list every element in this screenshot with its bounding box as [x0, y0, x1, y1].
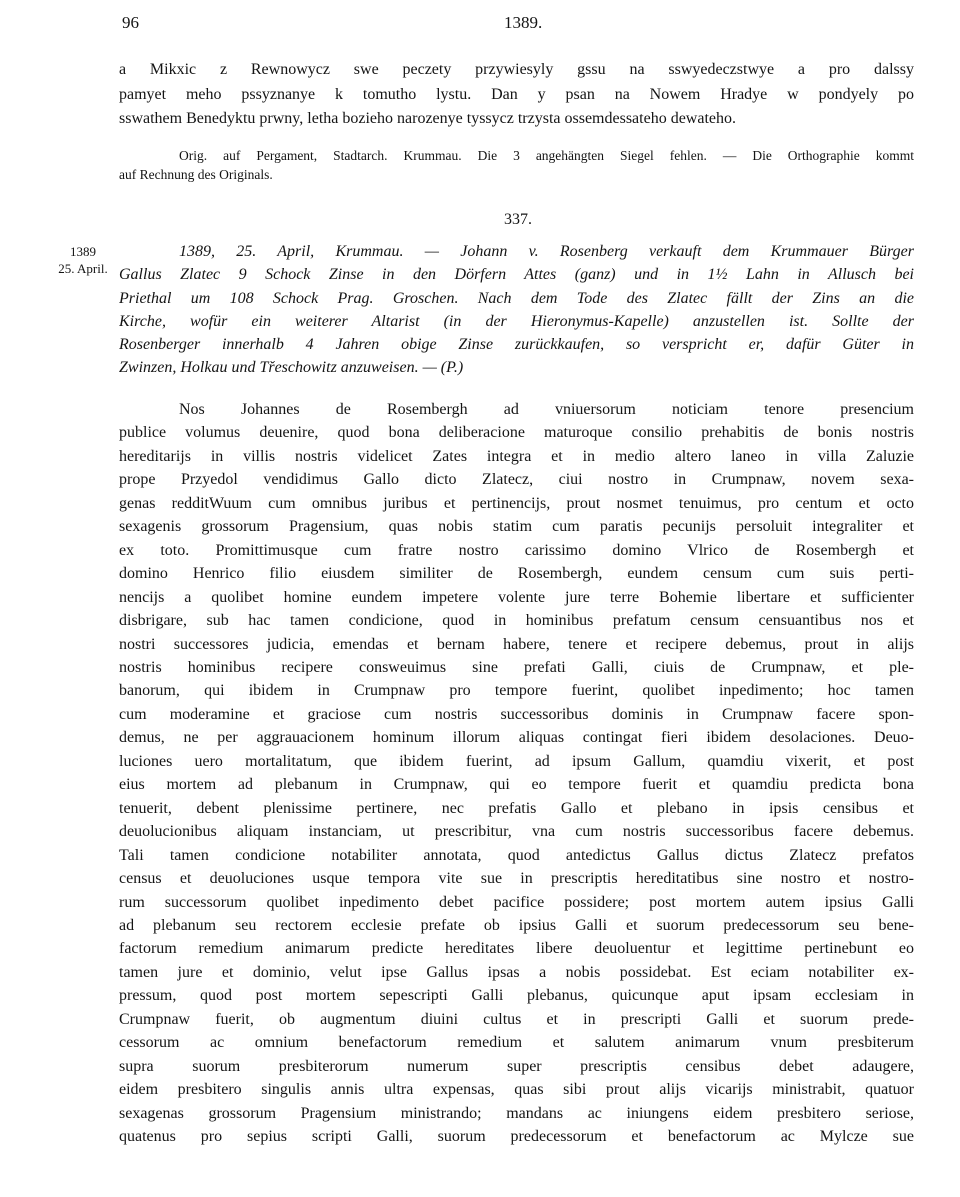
charter-line: prope Przyedol vendidimus Gallo dicto Zlatecz, ciui nostro in Crumpnaw, novem sexa- [119, 471, 914, 489]
charter-line: ad plebanum seu rectorem ecclesie prefate ob ipsius Galli et suorum predecessorum seu bene- [119, 916, 914, 934]
margin-year: 1389 [70, 244, 96, 259]
charter-line: luciones uero mortalitatum, que ibidem fuerint, ad ipsum Gallum, quamdiu vixerit, et post [119, 752, 914, 770]
charter-line: sexagenis grossorum Pragensium, quas nobis statim cum paratis pecunijs persoluit integraliter et [119, 518, 914, 536]
charter-line: cum moderamine et graciose cum nostris successoribus dominis in Crumpnaw facere spon- [119, 705, 914, 723]
charter-line: eius mortem ad plebanum in Crumpnaw, qui eo tempore fuerit et quamdiu predicta bona [119, 776, 914, 794]
regest-line: Priethal um 108 Schock Prag. Groschen. Nach dem Tode des Zlatec fällt der Zins an die [119, 289, 914, 307]
charter-line: eidem presbitero singulis annis ultra expensas, quas sibi prout alijs vicarijs ministrabit, quatuor [119, 1081, 914, 1099]
charter-line: supra suorum presbiterorum numerum super prescriptis censibus debet adaugere, [119, 1057, 914, 1075]
charter-line: banorum, qui ibidem in Crumpnaw pro tempore fuerint, quolibet inpedimento; hoc tamen [119, 682, 914, 700]
charter-line: disbrigare, sub hac tamen condicione, quod in hominibus prefatum censum censuantibus nos et [119, 612, 914, 630]
charter-line: nostri successores judicia, emendas et bernam habere, tenere et recipere debemus, prout in alijs [119, 635, 914, 653]
charter-line: tenuerit, debent plenissime pertinere, nec prefatis Gallo et plebano in ipsis censibus et [119, 799, 914, 817]
charter-line: deuolucionibus aliquam instanciam, ut prescribitur, vna cum nostris successoribus facere debemus. [119, 823, 914, 841]
regest-line: Zwinzen, Holkau und Třeschowitz anzuweisen. — (P.) [119, 359, 464, 377]
charter-line: demus, ne per aggrauacionem hominum illorum aliquas contingat fieri ibidem desolaciones. Deuo- [119, 729, 914, 747]
charter-line: domino Henrico filio eiusdem similiter de Rosembergh, eundem censum cum suis perti- [119, 565, 914, 583]
charter-line: Nos Johannes de Rosembergh ad vniuersorum noticiam tenore presencium [179, 401, 914, 418]
margin-date [56, 243, 110, 277]
archival-note [119, 146, 914, 184]
page-number: 96 [122, 13, 139, 32]
text-line: a Mikxic z Rewnowycz swe peczety przywiesyly gssu na sswyedeczstwye a pro dalssy [119, 61, 914, 78]
previous-document-text [119, 58, 914, 132]
charter-line: rum successorum quolibet inpedimento debet pacifice possidere; post mortem autem ipsius Galli [119, 893, 914, 911]
note-line: auf Rechnung des Originals. [119, 167, 273, 182]
note-line: Orig. auf Pergament, Stadtarch. Krummau. Die 3 angehängten Siegel fehlen. — Die Orthographie kommt [179, 148, 914, 163]
charter-line: cessorum ac omnium benefactorum remedium et salutem animarum vnum presbiterum [119, 1034, 914, 1052]
charter-line: census et deuoluciones usque tempora vite sue in prescriptis hereditatibus sine nostro et nostro- [119, 870, 914, 888]
regest-line: Kirche, wofür ein weiterer Altarist (in der Hieronymus-Kapelle) anzustellen ist. Sollte der [119, 312, 914, 330]
charter-line: Tali tamen condicione notabiliter annotata, quod antedictus Gallus dictus Zlatecz prefatos [119, 846, 914, 864]
document-number: 337. [504, 211, 532, 228]
charter-line: publice volumus deuenire, quod bona deliberacione maturoque consilio prehabitis de bonis nostris [119, 424, 914, 442]
charter-line: sexagenas grossorum Pragensium ministrando; mandans ac iniungens eidem presbitero seriose, [119, 1104, 914, 1122]
charter-text [119, 398, 914, 1149]
charter-line: Crumpnaw fuerit, ob augmentum diuini cultus et in prescripti Galli et suorum prede- [119, 1010, 914, 1028]
regest [119, 240, 914, 380]
charter-line: ex toto. Promittimusque cum fratre nostro carissimo domino Vlrico de Rosembergh et [119, 541, 914, 559]
regest-line: 1389, 25. April, Krummau. — Johann v. Rosenberg verkauft dem Krummauer Bürger [179, 243, 914, 260]
charter-line: nostris hominibus recipere consweuimus sine prefati Galli, ciuis de Crumpnaw, et ple- [119, 658, 914, 676]
running-head-year: 1389. [504, 13, 543, 32]
charter-line: tamen jure et dominio, velut ipse Gallus ipsas a nobis possidebat. Est eciam notabiliter ex- [119, 963, 914, 981]
charter-line: quatenus pro sepius scripti Galli, suorum predecessorum et benefactorum ac Mylcze sue [119, 1128, 914, 1146]
charter-line: pressum, quod post mortem sepescripti Galli plebanus, quicunque aput ipsam ecclesiam in [119, 987, 914, 1005]
text-line: sswathem Benedyktu prwny, letha bozieho narozenye tyssycz trzysta ossemdessateho dewateho. [119, 110, 736, 127]
charter-line: hereditarijs in villis nostris videlicet Zates integra et in medio altero laneo in villa Zaluzie [119, 447, 914, 465]
charter-line: genas redditWuum cum omnibus juribus et pertinencijs, prout nosmet tenuimus, pro centum et octo [119, 494, 914, 512]
charter-line: nencijs a quolibet homine eundem impetere volente jure terre Bohemie libertare et sufficienter [119, 588, 914, 606]
regest-line: Rosenberger innerhalb 4 Jahren obige Zinse zurückkaufen, so verspricht er, dafür Güter in [119, 336, 914, 354]
margin-day: 25. April. [58, 261, 108, 276]
regest-line: Gallus Zlatec 9 Schock Zinse in den Dörfern Attes (ganz) und in 1½ Lahn in Allusch bei [119, 266, 914, 284]
charter-line: factorum remedium animarum predicte hereditates libere deuoluentur et legittime pertinebunt eo [119, 940, 914, 958]
text-line: pamyet meho pssyznanye k tomutho lystu. Dan y psan na Nowem Hradye w pondyely po [119, 85, 914, 103]
